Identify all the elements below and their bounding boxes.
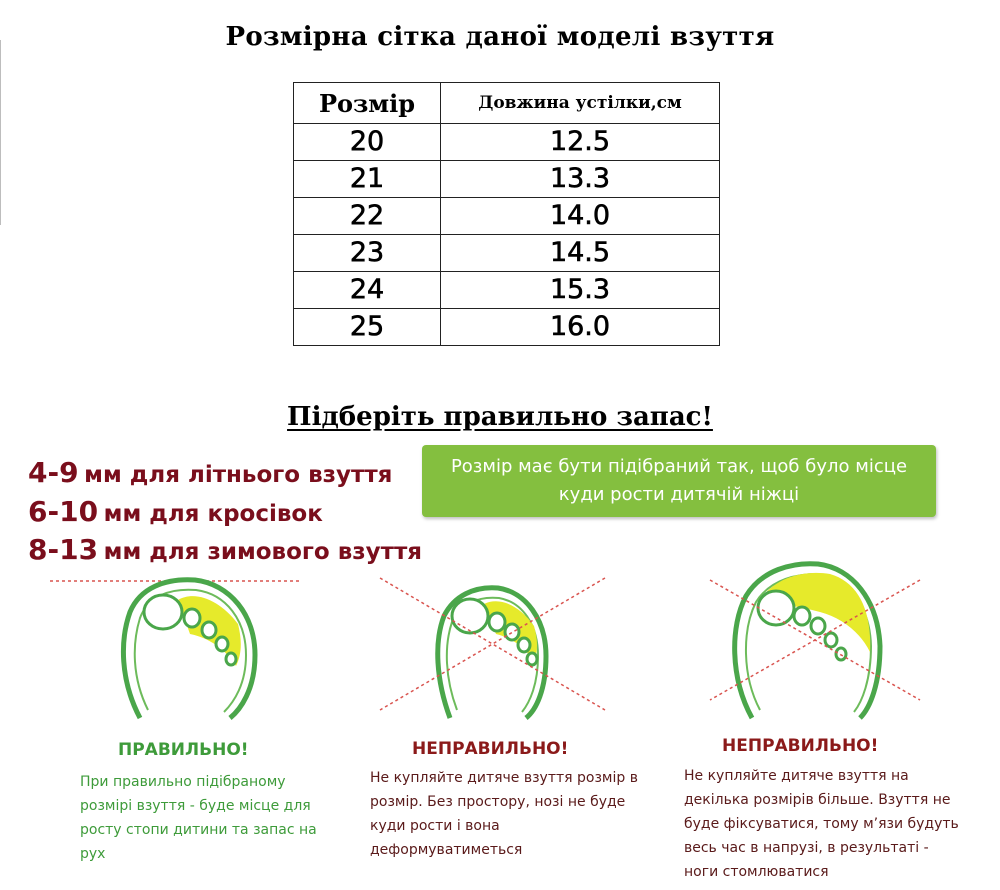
table-row [294,235,720,272]
allowance-sneakers [28,495,323,528]
foot-correct-illustration [50,560,310,725]
size-cell: 21 [294,161,441,198]
verdict-too-small: НЕПРАВИЛЬНО! [412,739,569,759]
table-row [294,161,720,198]
foot-too-small-illustration [360,560,620,725]
table-row [294,309,720,346]
foot-correct-icon [123,580,255,718]
length-cell: 15.3 [441,272,720,309]
tip-box [422,445,936,517]
length-cell: 14.5 [441,235,720,272]
table-row [294,198,720,235]
allowance-text: мм для зимового взуття [103,539,423,565]
length-cell: 12.5 [441,124,720,161]
length-cell: 16.0 [441,309,720,346]
length-cell: 14.0 [441,198,720,235]
table-header-row [294,83,720,124]
allowance-value: 8-13 [28,533,99,566]
allowance-text: мм для літнього взуття [84,462,393,488]
description-too-big: Не купляйте дитяче взуття на декілька розмірів більше. Взуття не буде фіксуватися, тому м’язи будуть весь час в напрузі, в результаті - ноги стомлюватися [684,768,959,880]
size-cell: 22 [294,198,441,235]
table-row [294,124,720,161]
section-heading [0,402,1000,432]
description-too-small: Не купляйте дитяче взуття розмір в розмір. Без простору, нозі не буде куди рости і вона деформуватиметься [370,770,638,858]
left-edge-line [0,40,1,225]
allowance-value: 4-9 [28,456,79,489]
allowance-summer [28,456,392,489]
foot-too-big-illustration [680,560,940,725]
foot-too-big-icon [735,564,880,718]
table-row [294,272,720,309]
verdict-too-big: НЕПРАВИЛЬНО! [722,736,879,756]
header-size: Розмір [294,83,441,124]
length-cell: 13.3 [441,161,720,198]
allowance-value: 6-10 [28,495,99,528]
header-insole-length: Довжина устілки,см [441,83,720,124]
foot-too-small-icon [438,588,546,718]
size-cell: 24 [294,272,441,309]
verdict-correct: ПРАВИЛЬНО! [118,740,249,760]
size-cell: 23 [294,235,441,272]
size-cell: 20 [294,124,441,161]
allowance-text: мм для кросівок [103,501,323,527]
size-table [293,82,720,346]
section-heading-text: Підберіть правильно запас! [287,402,713,432]
description-correct: При правильно підібраному розмірі взуття - буде місце для росту стопи дитини та запас на рух [80,774,317,862]
page-title: Розмірна сітка даної моделі взуття [225,22,775,52]
size-cell: 25 [294,309,441,346]
tip-text: Розмір має бути підібраний так, щоб було місце куди рости дитячій ніжці [450,456,908,505]
